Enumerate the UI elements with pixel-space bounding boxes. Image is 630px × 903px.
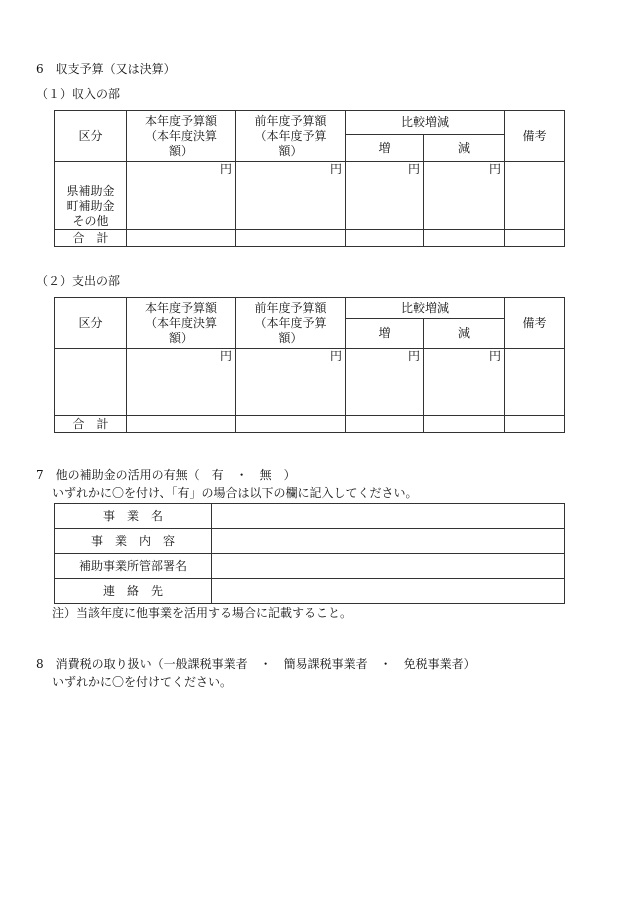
income-row-town: 町補助金 (66, 199, 115, 213)
expenditure-total-current[interactable] (127, 416, 236, 433)
expenditure-subtitle: （２）支出の部 (36, 274, 121, 288)
contact-label: 連 絡 先 (55, 579, 212, 604)
expenditure-total-remarks[interactable] (505, 416, 565, 433)
income-header-category: 区分 (55, 111, 127, 162)
income-row-other: その他 (72, 214, 109, 228)
section8-instruction: いずれかに〇を付けてください。 (52, 675, 233, 689)
income-row-labels (55, 162, 127, 230)
income-total-remarks[interactable] (505, 230, 565, 247)
income-remarks-value[interactable] (505, 162, 565, 230)
expenditure-header-previous: 前年度予算額 （本年度予算 額） (236, 298, 346, 349)
income-table (54, 110, 565, 247)
expenditure-current-value[interactable]: 円 (127, 349, 236, 416)
section6-title: 6 収支予算（又は決算） (36, 62, 176, 76)
expenditure-row-label[interactable] (55, 349, 127, 416)
income-header-previous: 前年度予算額 （本年度予算 額） (236, 111, 346, 162)
income-header-remarks: 備考 (505, 111, 565, 162)
expenditure-total-decrease[interactable] (424, 416, 505, 433)
expenditure-header-comparison: 比較増減 (346, 298, 505, 319)
income-total-decrease[interactable] (424, 230, 505, 247)
project-name-field[interactable] (212, 504, 565, 529)
department-label: 補助事業所管部署名 (55, 554, 212, 579)
expenditure-remarks-value[interactable] (505, 349, 565, 416)
income-header-increase: 増 (346, 135, 424, 162)
income-current-value[interactable]: 円 (127, 162, 236, 230)
expenditure-table (54, 297, 565, 433)
project-name-label: 事 業 名 (55, 504, 212, 529)
expenditure-header-remarks: 備考 (505, 298, 565, 349)
income-decrease-value[interactable]: 円 (424, 162, 505, 230)
income-total-label: 合 計 (55, 230, 127, 247)
income-header-comparison: 比較増減 (346, 111, 505, 135)
expenditure-header-current: 本年度予算額 （本年度決算 額） (127, 298, 236, 349)
income-previous-value[interactable]: 円 (236, 162, 346, 230)
income-subtitle: （１）収入の部 (36, 87, 121, 101)
section7-note: 注）当該年度に他事業を活用する場合に記載すること。 (52, 606, 353, 620)
section7-title: 7 他の補助金の活用の有無（ 有 ・ 無 ） (36, 468, 296, 482)
expenditure-header-category: 区分 (55, 298, 127, 349)
income-increase-value[interactable]: 円 (346, 162, 424, 230)
income-header-decrease: 減 (424, 135, 505, 162)
expenditure-decrease-value[interactable]: 円 (424, 349, 505, 416)
section8-title: 8 消費税の取り扱い（一般課税事業者 ・ 簡易課税事業者 ・ 免税事業者） (36, 657, 476, 671)
section7-instruction: いずれかに〇を付け、「有」の場合は以下の欄に記入してください。 (52, 486, 418, 500)
expenditure-header-increase: 増 (346, 319, 424, 349)
income-header-current: 本年度予算額 （本年度決算 額） (127, 111, 236, 162)
expenditure-increase-value[interactable]: 円 (346, 349, 424, 416)
income-row-pref: 県補助金 (66, 184, 115, 198)
expenditure-total-increase[interactable] (346, 416, 424, 433)
department-field[interactable] (212, 554, 565, 579)
project-content-label: 事 業 内 容 (55, 529, 212, 554)
project-content-field[interactable] (212, 529, 565, 554)
income-total-previous[interactable] (236, 230, 346, 247)
expenditure-previous-value[interactable]: 円 (236, 349, 346, 416)
expenditure-header-decrease: 減 (424, 319, 505, 349)
other-subsidy-table (54, 503, 565, 604)
contact-field[interactable] (212, 579, 565, 604)
expenditure-total-previous[interactable] (236, 416, 346, 433)
income-total-current[interactable] (127, 230, 236, 247)
income-total-increase[interactable] (346, 230, 424, 247)
expenditure-total-label: 合 計 (55, 416, 127, 433)
